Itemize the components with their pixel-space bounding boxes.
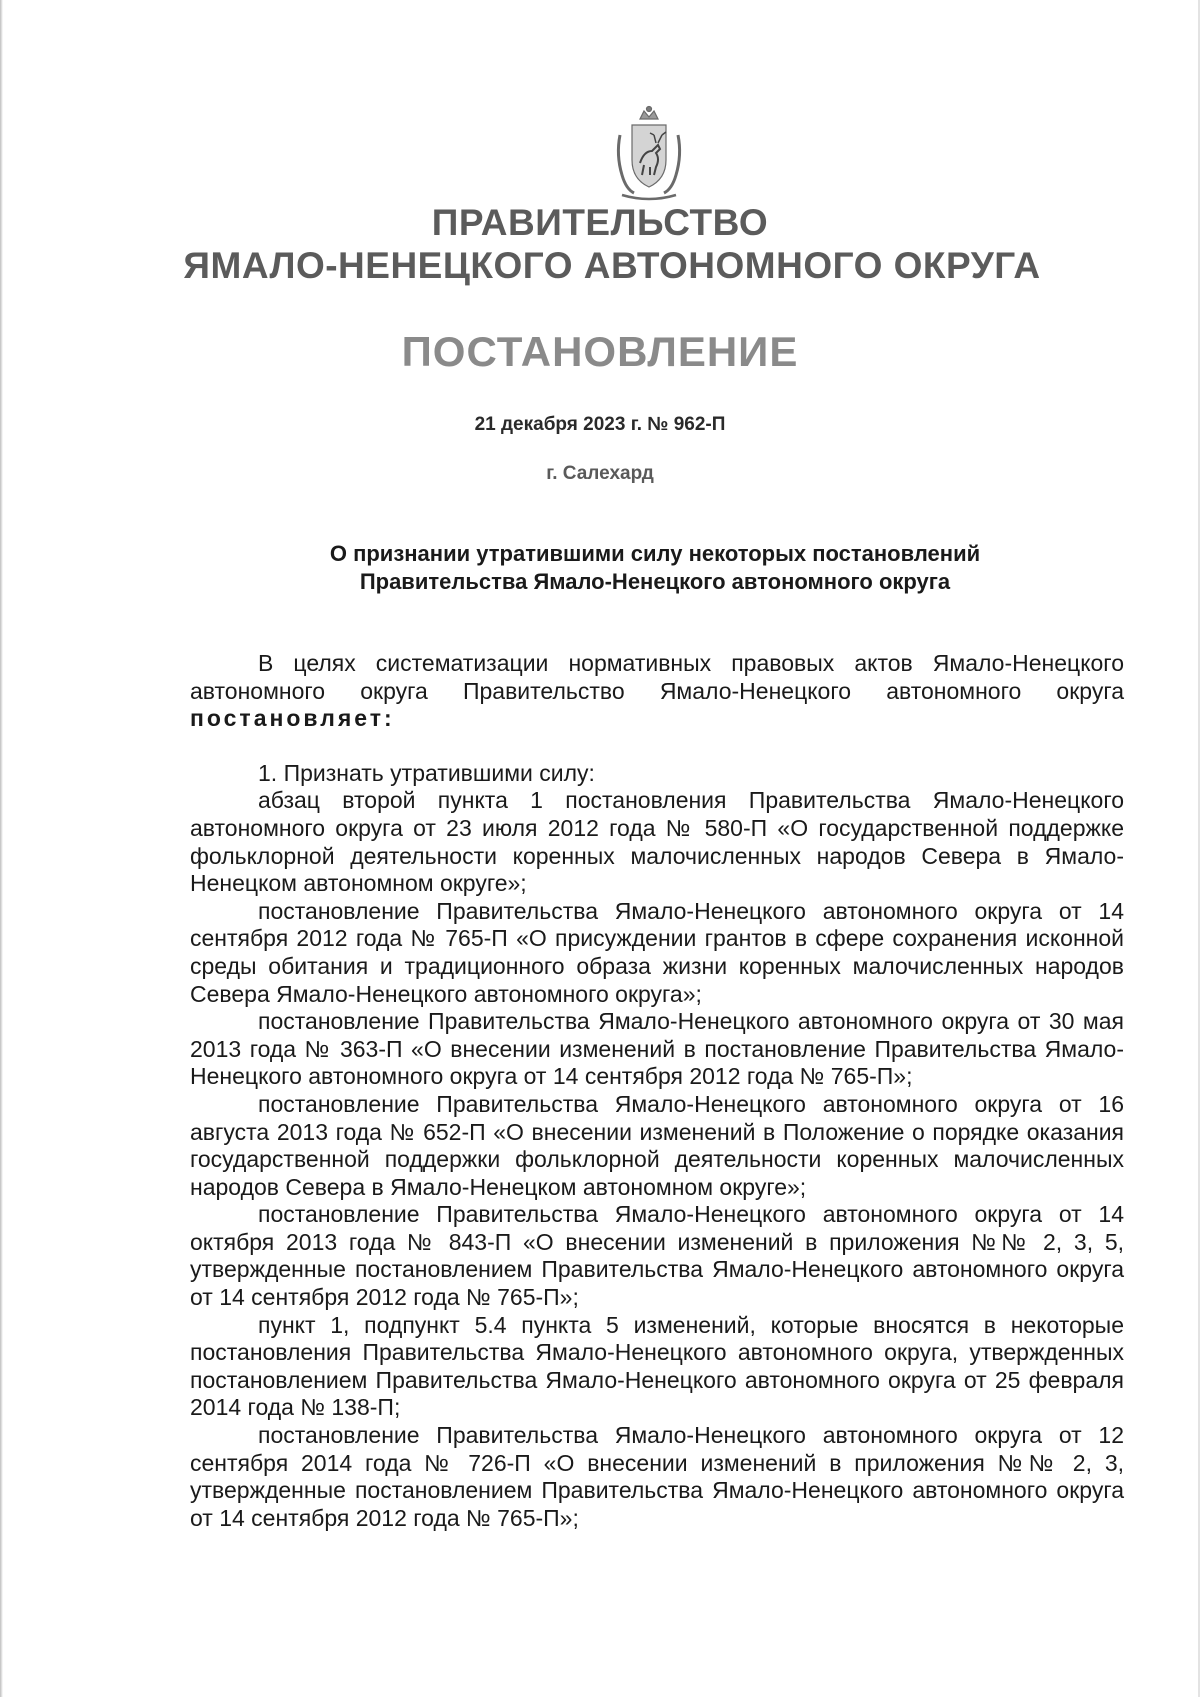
item-1-heading: 1. Признать утратившими силу: [258,759,595,786]
government-name-line2: ЯМАЛО-НЕНЕЦКОГО АВТОНОМНОГО ОКРУГА [183,245,1041,286]
decree-verb: постановляет: [190,705,395,732]
document-title-line1: О признании утратившими силу некоторых постановлений [329,541,981,566]
preamble-paragraph [190,650,1124,733]
document-title [0,540,1200,596]
list-item: абзац второй пункта 1 постановления Правительства Ямало-Ненецкого автономного округа от 23 июля 2012 года № 580-П «О государственной поддержке фольклорной деятельности коренных малочисленных народов Севера в Ямало-Ненецком автономном округе»; [190,787,1124,897]
document-body [190,650,1124,1532]
list-item: постановление Правительства Ямало-Ненецкого автономного округа от 30 мая 2013 года № 363-П «О внесении изменений в постановление Правительства Ямало-Ненецкого автономного округа от 14 сентября 2012 года № 765-П»; [190,1008,1124,1090]
list-item: постановление Правительства Ямало-Ненецкого автономного округа от 16 августа 2013 года № 652-П «О внесении изменений в Положение о порядке оказания государственной поддержки фольклорной деятельности коренных малочисленных народов Севера в Ямало-Ненецком автономном округе»; [190,1090,1124,1200]
list-item: постановление Правительства Ямало-Ненецкого автономного округа от 14 октября 2013 года № 843-П «О внесении изменений в приложения №№ 2, 3, 5, утвержденные постановлением Правительства Ямало-Ненецкого автономного округа от 14 сентября 2012 года № 765-П»; [190,1201,1124,1311]
document-city: г. Салехард [546,463,654,484]
yanao-coat-of-arms-icon [614,105,684,203]
scan-left-edge [0,0,3,1697]
preamble-text: В целях систематизации нормативных правовых актов Ямало-Ненецкого автономного округа Правительство Ямало-Ненецкого автономного округа [190,650,1124,704]
list-item: постановление Правительства Ямало-Ненецкого автономного округа от 12 сентября 2014 года № 726-П «О внесении изменений в приложения №№ 2, 3, утвержденные постановлением Правительства Ямало-Ненецкого автономного округа от 14 сентября 2012 года № 765-П»; [190,1422,1124,1531]
government-name-line1: ПРАВИТЕЛЬСТВО [431,202,769,243]
list-item: постановление Правительства Ямало-Ненецкого автономного округа от 14 сентября 2012 года № 765-П «О присуждении грантов в сфере сохранения исконной среды обитания и традиционного образа жизни коренных малочисленных народов Севера Ямало-Ненецкого автономного округа»; [190,897,1124,1007]
document-type: ПОСТАНОВЛЕНИЕ [401,328,799,375]
document-date-number: 21 декабря 2023 г. № 962-П [474,414,726,435]
list-item: пункт 1, подпункт 5.4 пункта 5 изменений, которые вносятся в некоторые постановления Правительства Ямало-Ненецкого автономного округа, утвержденных постановлением Правительства Ямало-Ненецкого автономного округа от 25 февраля 2014 года № 138-П; [190,1311,1124,1421]
document-title-line2: Правительства Ямало-Ненецкого автономного округа [359,569,951,594]
